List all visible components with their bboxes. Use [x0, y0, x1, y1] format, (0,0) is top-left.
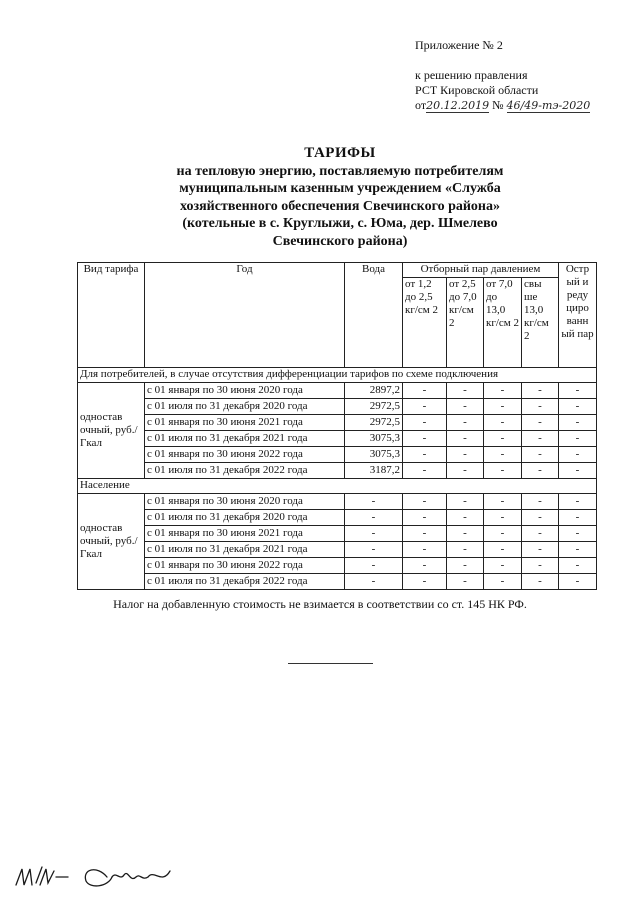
water-cell: 2897,2: [345, 383, 403, 399]
period-cell: с 01 июля по 31 декабря 2022 года: [145, 463, 345, 479]
steam-cell: -: [522, 574, 559, 590]
steam-cell: -: [522, 463, 559, 479]
table-row: [78, 463, 597, 479]
steam-cell: -: [447, 399, 484, 415]
table-row: [78, 415, 597, 431]
steam-cell: -: [522, 447, 559, 463]
title-line-2: муниципальным казенным учреждением «Служба: [179, 181, 501, 196]
table-row: [78, 542, 597, 558]
period-cell: с 01 января по 30 июня 2022 года: [145, 447, 345, 463]
steam-cell: -: [559, 447, 597, 463]
section-label-population: Население: [78, 479, 597, 494]
document-title: [60, 145, 620, 250]
period-cell: с 01 июля по 31 декабря 2021 года: [145, 431, 345, 447]
appendix-number: Приложение № 2: [415, 38, 503, 52]
section-label-consumers: Для потребителей, в случае отсутствия дифференциации тарифов по схеме подключения: [78, 368, 597, 383]
header-steam-3: от 7,0 до 13,0 кг/см 2: [484, 278, 522, 368]
steam-cell: -: [484, 494, 522, 510]
steam-cell: -: [447, 574, 484, 590]
steam-cell: -: [403, 399, 447, 415]
water-cell: 2972,5: [345, 415, 403, 431]
period-cell: с 01 января по 30 июня 2020 года: [145, 494, 345, 510]
water-cell: 3187,2: [345, 463, 403, 479]
title-line-4: (котельные в с. Круглыжи, с. Юма, дер. Шмелево: [182, 216, 498, 231]
steam-cell: -: [484, 383, 522, 399]
steam-cell: -: [559, 383, 597, 399]
steam-cell: -: [447, 431, 484, 447]
appendix-block: [415, 38, 590, 113]
table-row: [78, 431, 597, 447]
table-row: [78, 574, 597, 590]
header-steam-1: от 1,2 до 2,5 кг/см 2: [403, 278, 447, 368]
steam-cell: -: [447, 510, 484, 526]
table-row: [78, 526, 597, 542]
steam-cell: -: [484, 399, 522, 415]
table-row: [78, 383, 597, 399]
steam-cell: -: [403, 415, 447, 431]
steam-cell: -: [403, 447, 447, 463]
section-row-consumers: [78, 368, 597, 383]
period-cell: с 01 января по 30 июня 2020 года: [145, 383, 345, 399]
steam-cell: -: [559, 494, 597, 510]
header-sharp-steam: Остр ый и реду циро ванн ый пар: [559, 263, 597, 368]
signature-icon: [12, 855, 182, 895]
steam-cell: -: [447, 383, 484, 399]
steam-cell: -: [403, 463, 447, 479]
table-row: [78, 447, 597, 463]
decision-date: 20.12.2019: [426, 99, 490, 112]
steam-cell: -: [559, 415, 597, 431]
tariff-table: [77, 262, 597, 590]
water-cell: -: [345, 574, 403, 590]
steam-cell: -: [522, 526, 559, 542]
title-line-5: Свечинского района): [272, 233, 408, 249]
divider: [288, 663, 373, 664]
water-cell: -: [345, 558, 403, 574]
period-cell: с 01 июля по 31 декабря 2020 года: [145, 399, 345, 415]
steam-cell: -: [447, 415, 484, 431]
period-cell: с 01 января по 30 июня 2021 года: [145, 415, 345, 431]
title-line-1: на тепловую энергию, поставляемую потребителям: [176, 163, 504, 179]
water-cell: -: [345, 494, 403, 510]
steam-cell: -: [484, 510, 522, 526]
steam-cell: -: [403, 526, 447, 542]
water-cell: 3075,3: [345, 447, 403, 463]
water-cell: 3075,3: [345, 431, 403, 447]
steam-cell: -: [484, 447, 522, 463]
header-steam-group: Отборный пар давлением: [403, 263, 559, 278]
header-steam-2: от 2,5 до 7,0 кг/см 2: [447, 278, 484, 368]
title-heading: ТАРИФЫ: [304, 145, 376, 161]
header-steam-4: свы ше 13,0 кг/см 2: [522, 278, 559, 368]
steam-cell: -: [484, 415, 522, 431]
steam-cell: -: [484, 542, 522, 558]
appendix-line-2: РСТ Кировской области: [415, 83, 539, 97]
steam-cell: -: [559, 399, 597, 415]
steam-cell: -: [403, 542, 447, 558]
steam-cell: -: [447, 463, 484, 479]
steam-cell: -: [447, 542, 484, 558]
table-row: [78, 510, 597, 526]
period-cell: с 01 января по 30 июня 2021 года: [145, 526, 345, 542]
steam-cell: -: [559, 526, 597, 542]
period-cell: с 01 июля по 31 декабря 2022 года: [145, 574, 345, 590]
signature: [12, 855, 182, 900]
steam-cell: -: [559, 558, 597, 574]
decision-reference: [415, 98, 590, 113]
period-cell: с 01 июля по 31 декабря 2020 года: [145, 510, 345, 526]
steam-cell: -: [484, 574, 522, 590]
steam-cell: -: [403, 383, 447, 399]
header-year: Год: [145, 263, 345, 368]
steam-cell: -: [522, 558, 559, 574]
table-row: [78, 399, 597, 415]
steam-cell: -: [559, 431, 597, 447]
steam-cell: -: [484, 431, 522, 447]
header-water: Вода: [345, 263, 403, 368]
steam-cell: -: [484, 463, 522, 479]
steam-cell: -: [447, 494, 484, 510]
steam-cell: -: [559, 574, 597, 590]
steam-cell: -: [522, 510, 559, 526]
steam-cell: -: [522, 542, 559, 558]
number-sign: №: [492, 98, 504, 112]
steam-cell: -: [484, 558, 522, 574]
steam-cell: -: [484, 526, 522, 542]
ref-prefix: от: [415, 98, 427, 112]
section-row-population: [78, 479, 597, 494]
header-row-1: [78, 263, 597, 278]
tariff-type-cell: одностав очный, руб./Гкал: [78, 383, 145, 479]
title-line-3: хозяйственного обеспечения Свечинского района»: [180, 198, 500, 214]
period-cell: с 01 июля по 31 декабря 2021 года: [145, 542, 345, 558]
appendix-line-1: к решению правления: [415, 68, 528, 82]
steam-cell: -: [559, 463, 597, 479]
steam-cell: -: [447, 558, 484, 574]
steam-cell: -: [447, 526, 484, 542]
steam-cell: -: [559, 542, 597, 558]
steam-cell: -: [522, 399, 559, 415]
steam-cell: -: [522, 415, 559, 431]
vat-note: Налог на добавленную стоимость не взимается в соответствии со ст. 145 НК РФ.: [113, 597, 527, 611]
water-cell: 2972,5: [345, 399, 403, 415]
water-cell: -: [345, 510, 403, 526]
steam-cell: -: [403, 510, 447, 526]
decision-number: 46/49-тэ-2020: [506, 99, 591, 112]
water-cell: -: [345, 542, 403, 558]
period-cell: с 01 января по 30 июня 2022 года: [145, 558, 345, 574]
steam-cell: -: [403, 574, 447, 590]
steam-cell: -: [447, 447, 484, 463]
table-row: [78, 494, 597, 510]
steam-cell: -: [403, 558, 447, 574]
table-row: [78, 558, 597, 574]
steam-cell: -: [403, 431, 447, 447]
steam-cell: -: [522, 494, 559, 510]
water-cell: -: [345, 526, 403, 542]
steam-cell: -: [522, 383, 559, 399]
tariff-type-cell: одностав очный, руб./Гкал: [78, 494, 145, 590]
steam-cell: -: [559, 510, 597, 526]
steam-cell: -: [403, 494, 447, 510]
steam-cell: -: [522, 431, 559, 447]
header-type: Вид тарифа: [78, 263, 145, 368]
